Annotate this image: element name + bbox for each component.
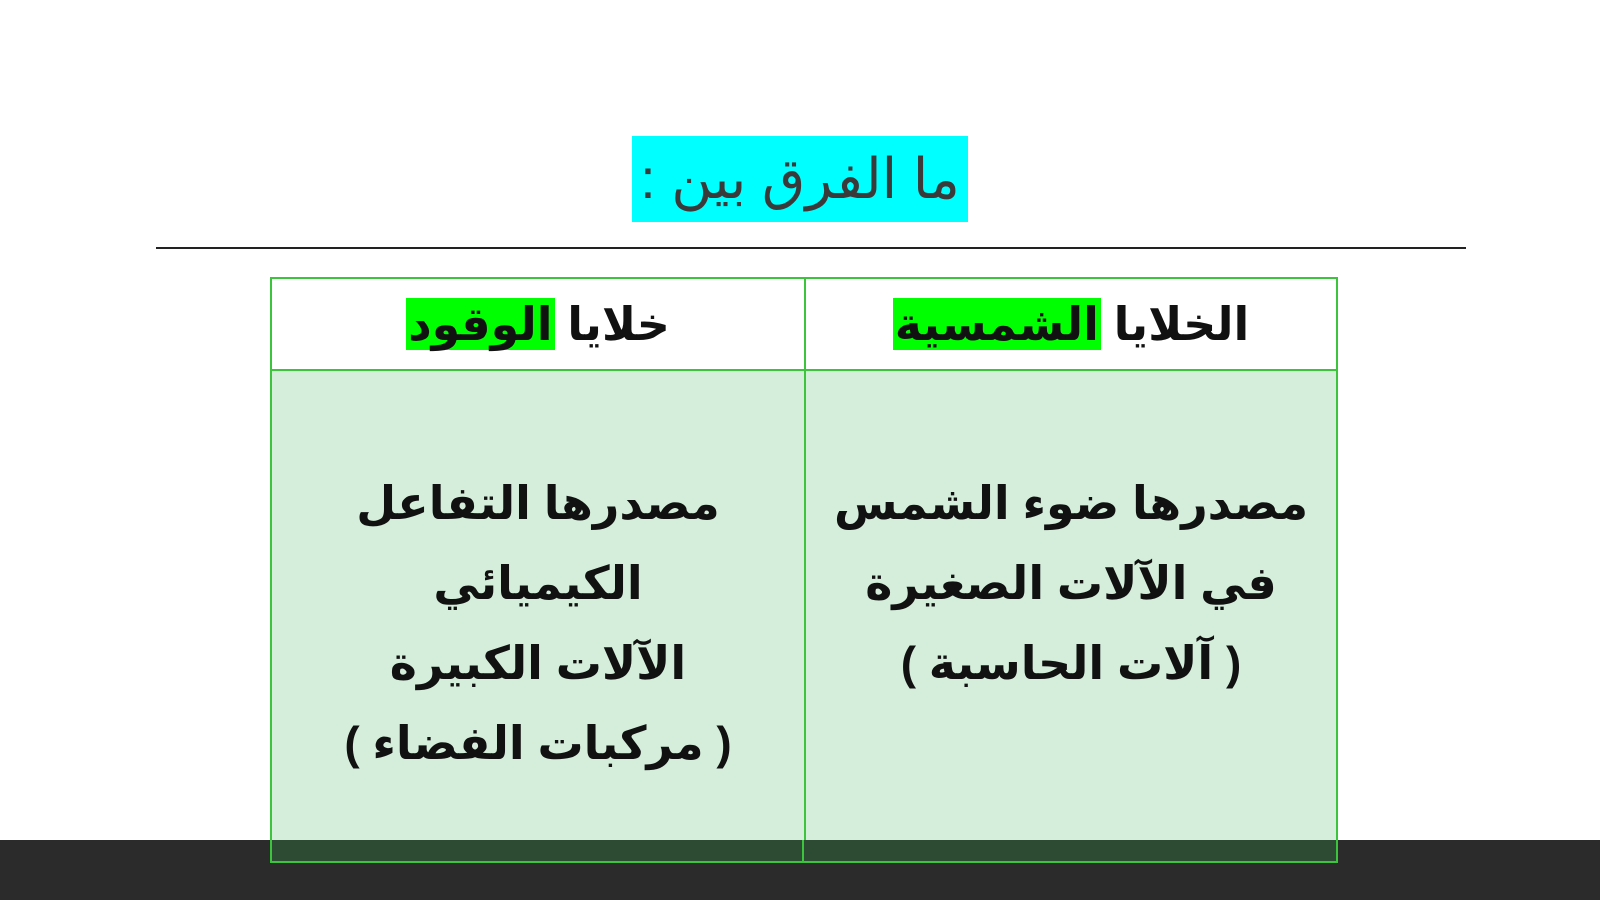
- table-bottom-edge: [270, 840, 1338, 863]
- solar-line: ( آلات الحاسبة ): [900, 637, 1242, 689]
- fuel-line: الآلات الكبيرة: [389, 637, 687, 689]
- header-fuel-cells-text: [406, 297, 670, 351]
- solar-line: في الآلات الصغيرة: [865, 557, 1277, 609]
- table-bottom-divider: [802, 840, 804, 863]
- header-fuel-cells: [272, 279, 804, 371]
- fuel-line: مصدرها التفاعل: [356, 477, 720, 529]
- fuel-line: الكيميائي: [433, 557, 643, 609]
- header-solar-cells-highlight: الشمسية: [894, 298, 1099, 350]
- slide-title: [0, 136, 1600, 222]
- header-solar-cells-text: [893, 297, 1250, 351]
- body-fuel-cells: [272, 371, 804, 861]
- comparison-table: [270, 277, 1338, 863]
- solar-cells-description: [834, 463, 1308, 861]
- header-fuel-cells-highlight: الوقود: [408, 298, 553, 350]
- header-solar-cells: [804, 279, 1336, 371]
- slide-title-text: ما الفرق بين :: [632, 136, 968, 222]
- fuel-cells-description: [344, 463, 731, 861]
- solar-line: مصدرها ضوء الشمس: [833, 477, 1309, 529]
- body-solar-cells: [804, 371, 1336, 861]
- fuel-line: ( مركبات الفضاء ): [344, 717, 732, 769]
- header-solar-cells-plain: الخلايا: [1100, 298, 1250, 350]
- header-fuel-cells-plain: خلايا: [554, 298, 670, 350]
- title-divider: [156, 247, 1466, 249]
